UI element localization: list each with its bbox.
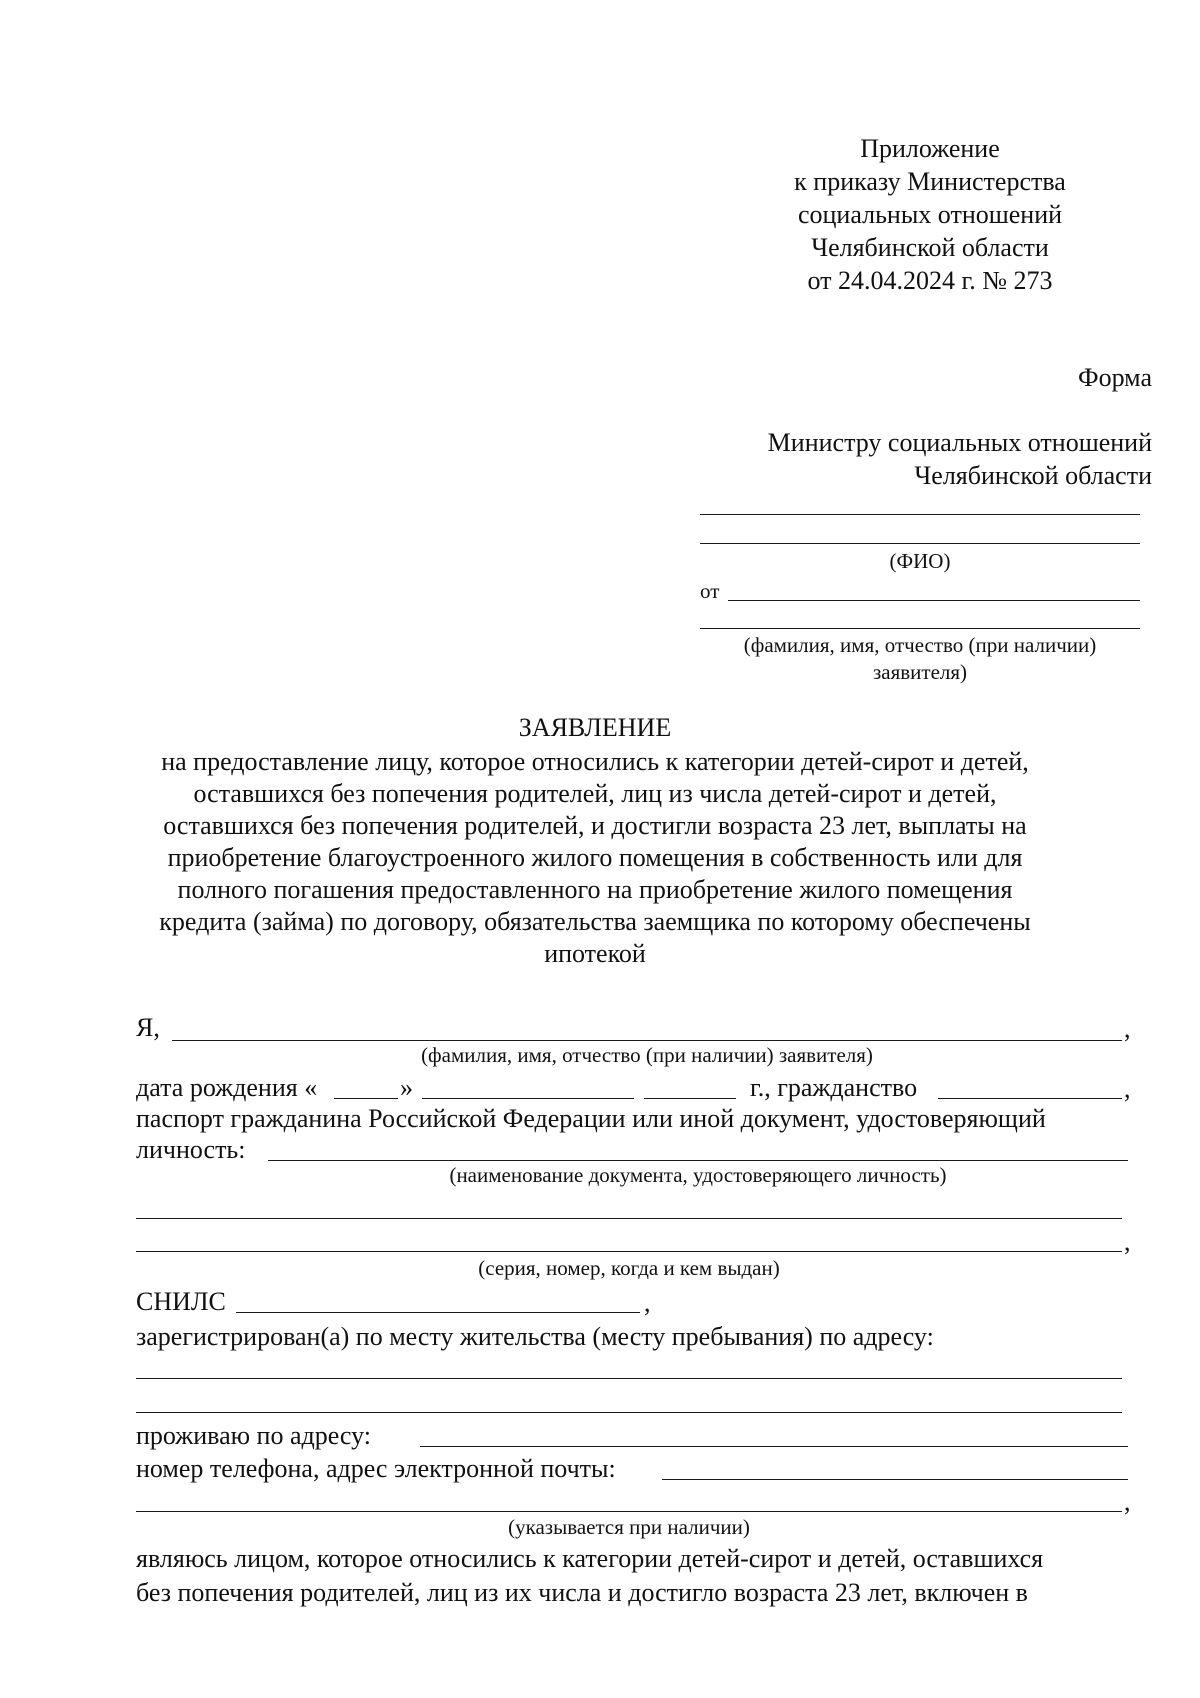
applicant-name-line-2[interactable]	[700, 628, 1140, 629]
dob-close-quote: »	[400, 1073, 413, 1102]
annex-line-4: Челябинской области	[811, 233, 1049, 262]
minister-name-line-2[interactable]	[700, 543, 1140, 544]
title-line-1: на предоставление лицу, которое относились к категории детей-сирот и детей,	[161, 747, 1029, 776]
doc-caption: (наименование документа, удостоверяющего личность)	[449, 1163, 947, 1187]
series-caption: (серия, номер, когда и кем выдан)	[478, 1256, 780, 1280]
identity-document-line[interactable]	[268, 1160, 1128, 1161]
annex-block	[740, 132, 1120, 297]
title-line-6: кредита (займа) по договору, обязательства заемщика по которому обеспечены	[159, 907, 1031, 936]
minister-name-line-1[interactable]	[700, 514, 1140, 515]
annex-line-5: от 24.04.2024 г. № 273	[807, 266, 1053, 295]
snils-label: СНИЛС	[136, 1287, 226, 1316]
registered-label: зарегистрирован(а) по месту жительства (месту пребывания) по адресу:	[136, 1322, 934, 1351]
snils-line[interactable]	[236, 1312, 640, 1313]
form-label: Форма	[1078, 363, 1152, 392]
title-line-2: оставшихся без попечения родителей, лиц из числа детей-сирот и детей,	[193, 779, 997, 808]
document-title	[140, 746, 1050, 970]
title-line-5: полного погашения предоставленного на приобретение жилого помещения	[177, 875, 1013, 904]
phone-email-line-1[interactable]	[662, 1479, 1128, 1480]
name-caption: (фамилия, имя, отчество (при наличии) заявителя)	[421, 1043, 873, 1067]
dob-year-line[interactable]	[644, 1098, 736, 1099]
annex-line-2: к приказу Министерства	[794, 167, 1066, 196]
i-label: Я,	[136, 1013, 160, 1042]
document-details-line-1[interactable]	[136, 1218, 1122, 1219]
paragraph-line-1: являюсь лицом, которое относились к категории детей-сирот и детей, оставшихся	[136, 1544, 1044, 1573]
document-details-comma: ,	[1124, 1227, 1131, 1256]
name-comma: ,	[1124, 1014, 1131, 1043]
living-address-line[interactable]	[420, 1446, 1128, 1447]
document-heading: ЗАЯВЛЕНИЕ	[518, 713, 672, 742]
paragraph-line-2: без попечения родителей, лиц из их числа и достигло возраста 23 лет, включен в	[136, 1578, 1028, 1607]
registered-address-line-2[interactable]	[136, 1412, 1122, 1413]
addressee-line-2: Челябинской области	[914, 461, 1152, 490]
annex-line-3: социальных отношений	[797, 200, 1063, 229]
applicant-caption-2: заявителя)	[872, 660, 968, 684]
addressee-line-1: Министру социальных отношений	[767, 428, 1152, 457]
snils-comma: ,	[644, 1288, 651, 1317]
applicant-name-line-1[interactable]	[728, 600, 1140, 601]
citizenship-comma: ,	[1124, 1074, 1131, 1103]
annex-line-1: Приложение	[860, 134, 1000, 163]
passport-line: паспорт гражданина Российской Федерации или иной документ, удостоверяющий	[136, 1104, 1046, 1133]
dob-month-line[interactable]	[422, 1098, 634, 1099]
title-line-7: ипотекой	[544, 939, 646, 968]
addressee-block	[632, 426, 1152, 492]
citizenship-line[interactable]	[938, 1098, 1122, 1099]
phone-email-line-2[interactable]	[136, 1511, 1122, 1512]
identity-label: личность:	[136, 1135, 246, 1164]
from-label: от	[700, 579, 720, 603]
fio-caption: (ФИО)	[889, 549, 951, 573]
applicant-full-name-line[interactable]	[172, 1040, 1122, 1041]
dob-day-line[interactable]	[334, 1098, 398, 1099]
dob-label: дата рождения «	[136, 1073, 318, 1102]
applicant-caption-1: (фамилия, имя, отчество (при наличии)	[743, 633, 1097, 657]
phone-label: номер телефона, адрес электронной почты:	[136, 1454, 616, 1483]
registered-address-line-1[interactable]	[136, 1378, 1122, 1379]
title-line-4: приобретение благоустроенного жилого помещения в собственность или для	[167, 843, 1023, 872]
living-label: проживаю по адресу:	[136, 1421, 371, 1450]
document-details-line-2[interactable]	[136, 1251, 1122, 1252]
phone-comma: ,	[1124, 1487, 1131, 1516]
phone-caption: (указывается при наличии)	[508, 1515, 750, 1539]
title-line-3: оставшихся без попечения родителей, и достигли возраста 23 лет, выплаты на	[163, 811, 1027, 840]
year-citizenship-label: г., гражданство	[750, 1073, 918, 1102]
